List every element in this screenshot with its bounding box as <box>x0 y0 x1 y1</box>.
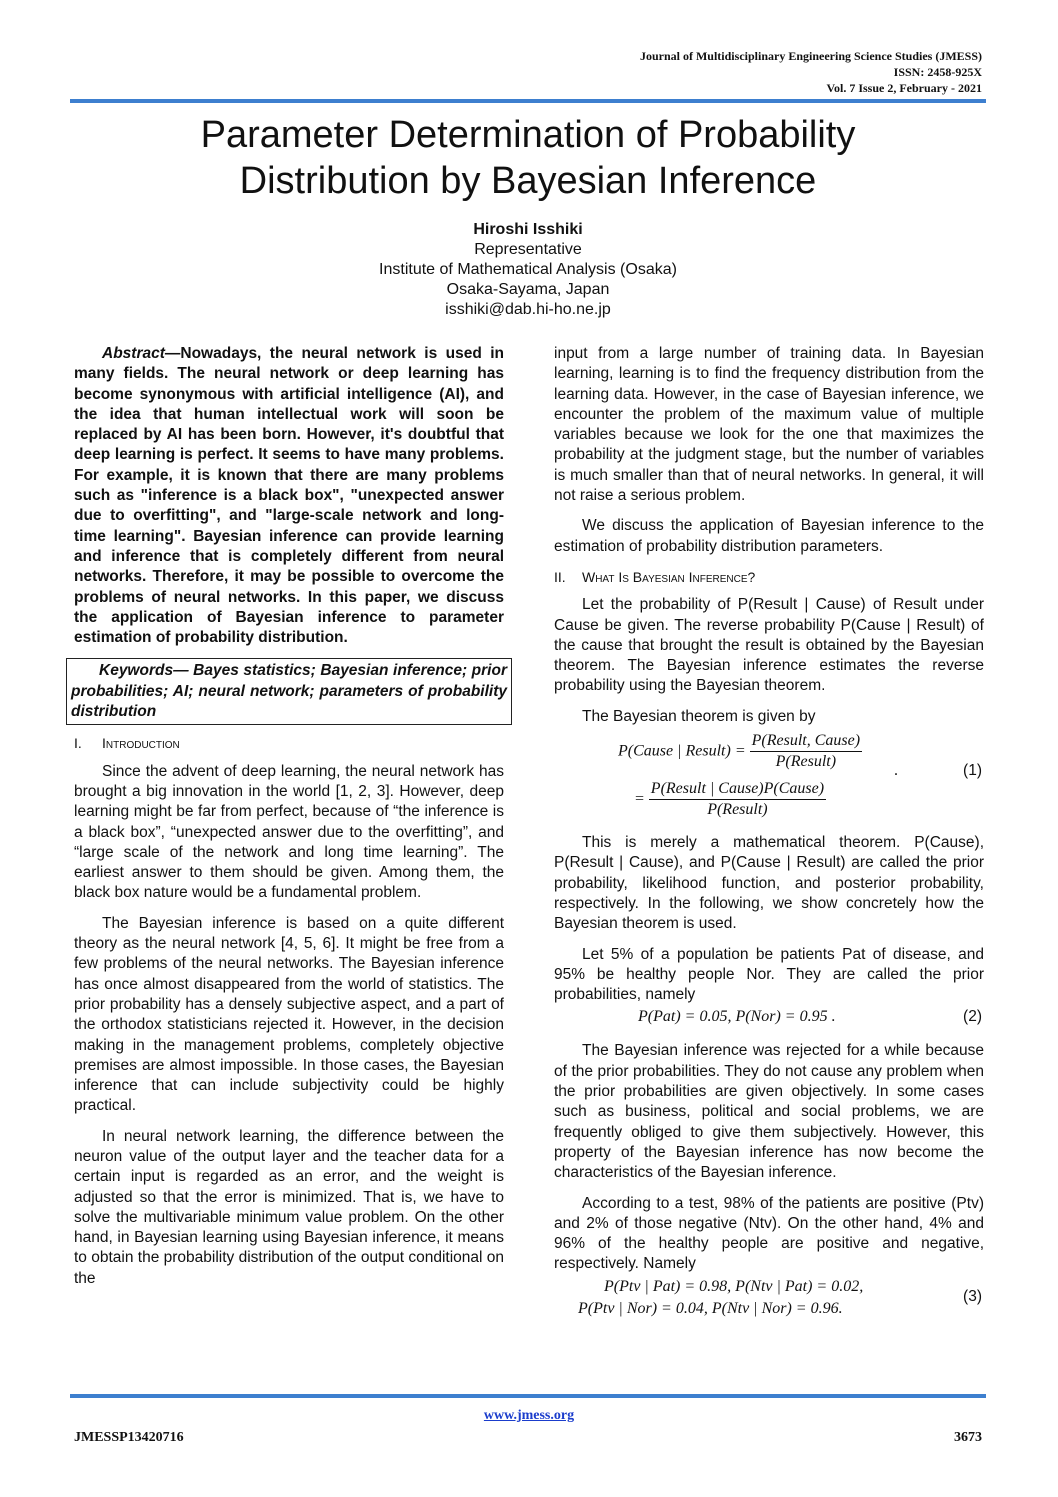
eq3-label: (3) <box>963 1287 982 1305</box>
section-2-number: II. <box>554 568 566 585</box>
abstract <box>74 344 504 648</box>
eq1-num-1: P(Result, Cause) <box>750 731 862 752</box>
section-1-heading <box>74 733 504 753</box>
intro-paragraph-3: In neural network learning, the difference between the neuron value of the output layer and the teacher data for a certain input is regarded as an error, and the weight is adjusted so that the error is minimized. That is, we have to solve the multivariable minimum value problem. On the other hand, in Bayesian learning using Bayesian inference, it means to obtain the probability distribution of the output conditional on the <box>74 1127 504 1287</box>
paragraph-application: We discuss the application of Bayesian inference to the estimation of probability distribution parameters. <box>554 517 984 555</box>
equation-1-line-2 <box>634 779 826 821</box>
author-block <box>70 220 986 320</box>
journal-issue: Vol. 7 Issue 2, February - 2021 <box>826 81 982 95</box>
abstract-label: Abstract <box>102 345 165 362</box>
paragraph-reverse-probability: Let the probability of P(Result | Cause) of Result under Cause be given. The reverse probability P(Cause | Result) of the cause that brought the result is obtained by the Bayesian theorem. The Bayesian inference estimates the reverse probability using the Bayesian theorem. <box>554 596 984 695</box>
footer-page-number: 3673 <box>954 1430 982 1445</box>
section-2-heading <box>554 567 984 587</box>
eq1-den-2: P(Result) <box>707 801 768 819</box>
abstract-text: —Nowadays, the neural network is used in many fields. The neural network or deep learning has become synonymous with artificial intelligence (AI), and the idea that human intellectual work will soon be replaced by AI has been born. However, it's doubtful that deep learning is perfect. It seems to have many problems. For example, it is known that there are many problems such as "inference is a black box", "unexpected answer due to overfitting", and "large-scale network and long-time learning". Bayesian inference can provide learning and inference that is completely different from neural networks. Therefore, it may be possible to overcome the problems of neural networks. In this paper, we discuss the application of Bayesian inference to parameter estimation of probability distribution. <box>74 345 504 647</box>
paragraph-prior-rejected: The Bayesian inference was rejected for a while because of the prior probabilities. They do not cause any problem when the prior probabilities are given objectively. In some cases such as business, political and social problems, we are frequently obliged to give them subjectively. However, this property of the Bayesian inference has now become the characteristics of the Bayesian inference. <box>554 1042 984 1182</box>
footer-url-link[interactable]: www.jmess.org <box>483 1408 575 1423</box>
eq1-label: (1) <box>963 762 982 780</box>
paragraph-prior-example: Let 5% of a population be patients Pat of disease, and 95% be healthy people Nor. They are called the prior probabilities, namely <box>554 945 984 1004</box>
keywords-text: Bayes statistics; Bayesian inference; prior probabilities; AI; neural network; parameters of probability distribution <box>71 662 507 721</box>
equation-1-line-1 <box>618 731 862 773</box>
title-line-1: Parameter Determination of Probability <box>200 114 856 156</box>
footer-rule <box>70 1394 986 1398</box>
paragraph-prior-likelihood: This is merely a mathematical theorem. P(Cause), P(Result | Cause), and P(Cause | Result) are called the prior probability, likelihood function, and posterior probability, respectively. In the following, we show concretely how the Bayesian theorem is used. <box>554 834 984 933</box>
footer-paper-id: JMESSP13420716 <box>74 1430 184 1445</box>
header-rule <box>70 99 986 103</box>
keywords-box <box>66 658 512 725</box>
intro-paragraph-2: The Bayesian inference is based on a quite different theory as the neural network [4, 5, 6]. It might be free from a few problems of the neural networks. The Bayesian inference has once almost disappeared from the world of statistics. The prior probability has a densely subjective aspect, and a part of the orthodox statisticians rejected it. However, in the decision making in the management problems, completely objective premises are almost impossible. In those cases, the Bayesian inference that can include subjectivity could be highly practical. <box>74 914 504 1115</box>
keywords-label: Keywords— <box>99 662 189 680</box>
eq1-eqsign: = <box>634 790 645 808</box>
eq1-dot: . <box>894 762 898 780</box>
eq1-fraction-1 <box>750 731 862 773</box>
journal-issn: ISSN: 2458-925X <box>893 65 982 79</box>
eq1-den-1: P(Result) <box>775 753 837 771</box>
eq2-expression: P(Pat) = 0.05, P(Nor) = 0.95 . <box>638 1008 836 1026</box>
eq2-label: (2) <box>963 1008 982 1026</box>
author-name: Hiroshi Isshiki <box>473 221 583 238</box>
author-affiliation: Institute of Mathematical Analysis (Osaka) <box>379 261 677 278</box>
equation-1 <box>554 731 984 827</box>
eq1-num-2: P(Result | Cause)P(Cause) <box>649 779 826 800</box>
journal-name: Journal of Multidisciplinary Engineering Science Studies (JMESS) <box>639 49 982 63</box>
eq1-lhs: P(Cause | Result) = <box>618 742 746 760</box>
author-role: Representative <box>474 241 582 258</box>
equation-2 <box>554 1007 984 1031</box>
section-2-title: What Is Bayesian Inference? <box>582 568 756 585</box>
eq3-line-2: P(Ptv | Nor) = 0.04, P(Ntv | Nor) = 0.96. <box>578 1299 843 1317</box>
author-location: Osaka-Sayama, Japan <box>446 281 610 298</box>
paper-title <box>70 112 986 204</box>
equation-3 <box>554 1277 984 1321</box>
author-email[interactable]: isshiki@dab.hi-ho.ne.jp <box>445 301 611 318</box>
right-column <box>554 344 984 1321</box>
left-column <box>71 344 507 1299</box>
eq3-line-1: P(Ptv | Pat) = 0.98, P(Ntv | Pat) = 0.02, <box>604 1277 864 1295</box>
paragraph-test-example: According to a test, 98% of the patients are positive (Ptv) and 2% of those negative (Ntv). On the other hand, 4% and 96% of the healthy people are positive and negative, respectively. Namely <box>554 1194 984 1273</box>
journal-header <box>640 48 982 96</box>
section-1-number: I. <box>74 735 82 752</box>
paragraph-theorem-intro: The Bayesian theorem is given by <box>582 707 816 725</box>
section-1-title: Introduction <box>102 735 180 752</box>
eq1-fraction-2 <box>649 779 826 821</box>
title-line-2: Distribution by Bayesian Inference <box>239 160 817 202</box>
continued-paragraph: input from a large number of training data. In Bayesian learning, learning is to find the frequency distribution from the learning data. However, in the case of Bayesian inference, we encounter the problem of the maximum value of multiple variables because we look for the one that maximizes the probability at the judgment stage, but the number of variables is much smaller than that of neural networks. In general, it will not raise a serious problem. <box>554 345 984 505</box>
intro-paragraph-1: Since the advent of deep learning, the neural network has brought a big innovation in the world [1, 2, 3]. However, deep learning might be far from perfect, because of “the inference is a black box”, “unexpected answer due to the overfitting”, and “large scale of the network and long time learning”. The earliest answer to them should be given. Among them, the black box nature would be a fundamental problem. <box>74 762 504 902</box>
